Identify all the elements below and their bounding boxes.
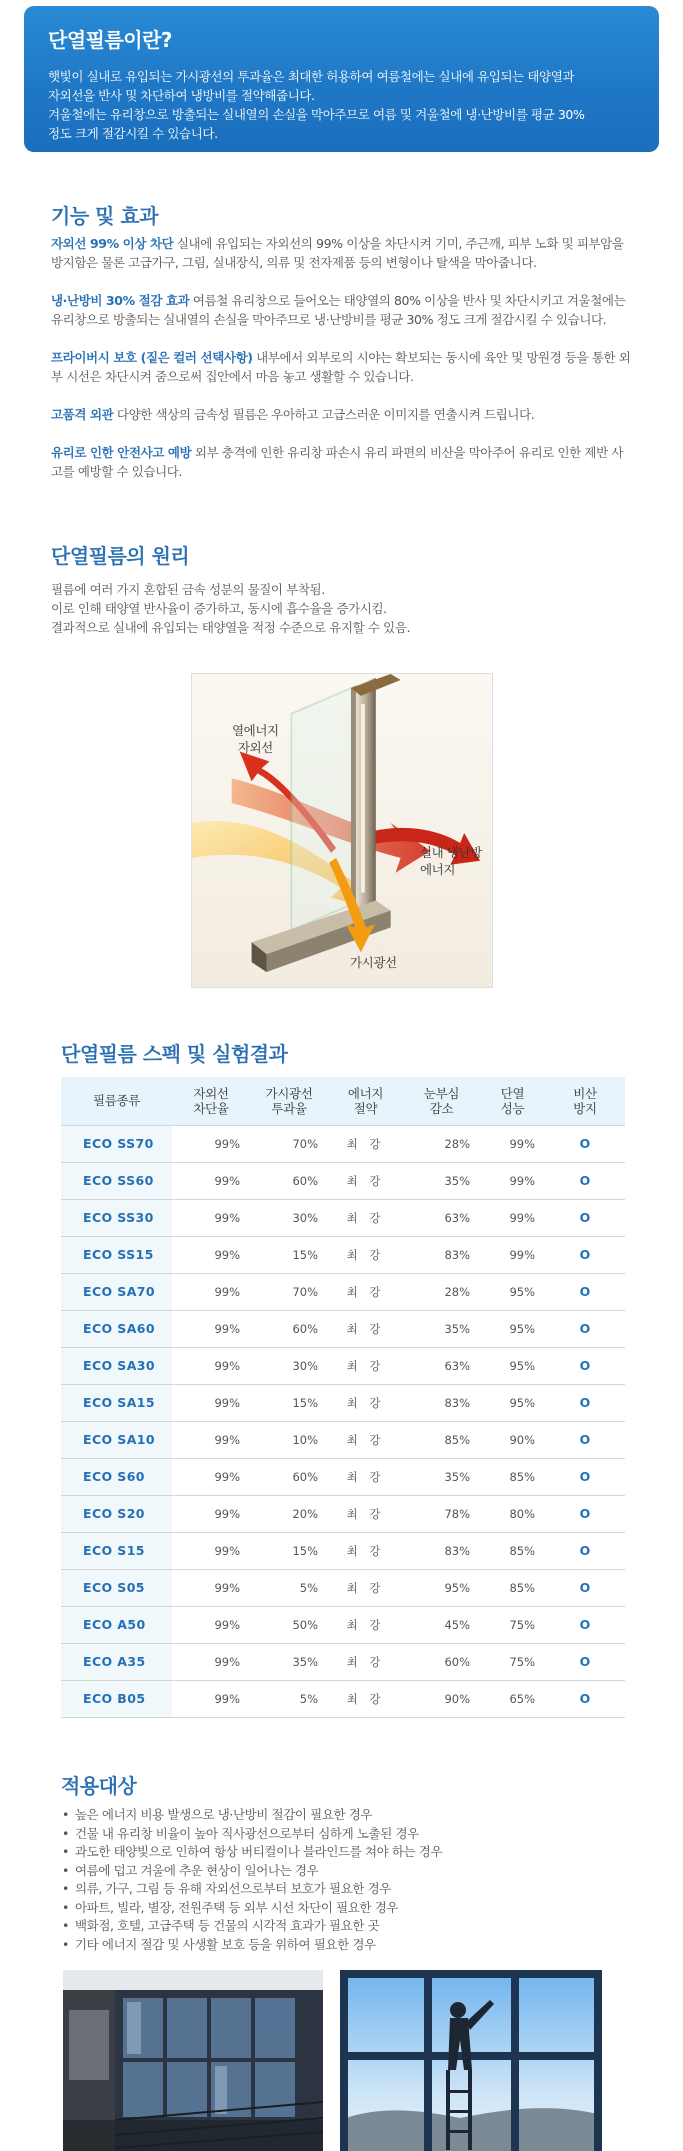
cell-film-name: ECO SS30 bbox=[61, 1199, 172, 1236]
cell-glare-reduction: 63% bbox=[403, 1199, 480, 1236]
cell-visible-transmission: 30% bbox=[250, 1347, 328, 1384]
cell-glare-reduction: 35% bbox=[403, 1310, 480, 1347]
cell-insulation: 95% bbox=[480, 1384, 545, 1421]
cell-insulation: 65% bbox=[480, 1680, 545, 1717]
label-heat-line: 열에너지 bbox=[232, 723, 279, 738]
cell-visible-transmission: 5% bbox=[250, 1680, 328, 1717]
feature-key: 냉·난방비 30% 절감 효과 bbox=[51, 293, 190, 308]
cell-visible-transmission: 50% bbox=[250, 1606, 328, 1643]
list-item: • 높은 에너지 비용 발생으로 냉·난방비 절감이 필요한 경우 bbox=[62, 1806, 442, 1825]
cell-film-name: ECO SS70 bbox=[61, 1125, 172, 1162]
cell-shatter-proof: O bbox=[545, 1125, 625, 1162]
table-row bbox=[61, 1643, 625, 1680]
cell-energy-saving: 최 강 bbox=[328, 1421, 403, 1458]
cell-shatter-proof: O bbox=[545, 1458, 625, 1495]
header-energy-saving: 에너지 절약 bbox=[328, 1077, 403, 1125]
cell-insulation: 75% bbox=[480, 1606, 545, 1643]
cell-insulation: 75% bbox=[480, 1643, 545, 1680]
cell-insulation: 85% bbox=[480, 1532, 545, 1569]
table-row bbox=[61, 1273, 625, 1310]
table-row bbox=[61, 1569, 625, 1606]
cell-visible-transmission: 5% bbox=[250, 1569, 328, 1606]
cell-energy-saving: 최 강 bbox=[328, 1569, 403, 1606]
cell-shatter-proof: O bbox=[545, 1162, 625, 1199]
spec-title: 단열필름 스펙 및 실험결과 bbox=[61, 1042, 288, 1066]
cell-uv-block: 99% bbox=[172, 1347, 250, 1384]
intro-title: 단열필름이란? bbox=[48, 28, 173, 52]
table-row bbox=[61, 1310, 625, 1347]
features-title: 기능 및 효과 bbox=[51, 204, 159, 228]
building-image bbox=[63, 1970, 323, 2151]
cell-uv-block: 99% bbox=[172, 1643, 250, 1680]
feature-item bbox=[51, 234, 631, 272]
cell-glare-reduction: 95% bbox=[403, 1569, 480, 1606]
cell-film-name: ECO A50 bbox=[61, 1606, 172, 1643]
cell-uv-block: 99% bbox=[172, 1273, 250, 1310]
cell-uv-block: 99% bbox=[172, 1495, 250, 1532]
cell-glare-reduction: 60% bbox=[403, 1643, 480, 1680]
cell-uv-block: 99% bbox=[172, 1236, 250, 1273]
building-photo bbox=[63, 1970, 323, 2151]
cell-shatter-proof: O bbox=[545, 1199, 625, 1236]
principle-title: 단열필름의 원리 bbox=[51, 544, 190, 568]
feature-item bbox=[51, 405, 631, 424]
cell-glare-reduction: 45% bbox=[403, 1606, 480, 1643]
cell-uv-block: 99% bbox=[172, 1125, 250, 1162]
cell-energy-saving: 최 강 bbox=[328, 1680, 403, 1717]
cell-film-name: ECO S60 bbox=[61, 1458, 172, 1495]
cell-visible-transmission: 60% bbox=[250, 1310, 328, 1347]
feature-text: 실내에 유입되는 자외선의 99% 이상을 차단시켜 기미, 주근깨, 피부 노화 및 피부암을 방지함은 물론 고급가구, 그림, 실내장식, 의류 및 전자제품 등의 변형이나 탈색을 막아줍니다. bbox=[51, 236, 624, 270]
cell-film-name: ECO A35 bbox=[61, 1643, 172, 1680]
header-glare-reduction: 눈부심 감소 bbox=[403, 1077, 480, 1125]
cell-glare-reduction: 83% bbox=[403, 1236, 480, 1273]
principle-text bbox=[51, 580, 631, 637]
table-row bbox=[61, 1162, 625, 1199]
cell-shatter-proof: O bbox=[545, 1643, 625, 1680]
cell-film-name: ECO S15 bbox=[61, 1532, 172, 1569]
table-row bbox=[61, 1421, 625, 1458]
feature-text: 여름철 유리창으로 들어오는 태양열의 80% 이상을 반사 및 차단시키고 겨울철에는 유리창으로 방출되는 실내열의 손실을 막아주므로 냉·난방비를 평균 30% 정도 크게 절감시킬 수 있습니다. bbox=[51, 293, 626, 327]
window-film-illustration bbox=[192, 674, 492, 987]
cell-film-name: ECO SS60 bbox=[61, 1162, 172, 1199]
label-indoor-line: 실내 냉난방 bbox=[420, 845, 482, 860]
principle-line: 이로 인해 태양열 반사율이 증가하고, 동시에 흡수율을 증가시킴. bbox=[51, 601, 387, 616]
cell-insulation: 80% bbox=[480, 1495, 545, 1532]
window-film-diagram bbox=[191, 673, 493, 988]
cell-visible-transmission: 60% bbox=[250, 1458, 328, 1495]
cell-uv-block: 99% bbox=[172, 1310, 250, 1347]
cell-energy-saving: 최 강 bbox=[328, 1125, 403, 1162]
header-shatter-proof: 비산 방지 bbox=[545, 1077, 625, 1125]
window-worker-image bbox=[340, 1970, 602, 2151]
list-item: • 건물 내 유리창 비율이 높아 직사광선으로부터 심하게 노출된 경우 bbox=[62, 1825, 442, 1844]
cell-glare-reduction: 35% bbox=[403, 1458, 480, 1495]
cell-uv-block: 99% bbox=[172, 1569, 250, 1606]
cell-uv-block: 99% bbox=[172, 1421, 250, 1458]
cell-shatter-proof: O bbox=[545, 1606, 625, 1643]
label-visible-light: 가시광선 bbox=[350, 955, 397, 970]
list-item: • 여름에 덥고 겨울에 추운 현상이 일어나는 경우 bbox=[62, 1862, 442, 1881]
cell-insulation: 99% bbox=[480, 1199, 545, 1236]
table-row bbox=[61, 1458, 625, 1495]
header-visible-transmission: 가시광선 투과율 bbox=[250, 1077, 328, 1125]
cell-visible-transmission: 35% bbox=[250, 1643, 328, 1680]
table-row bbox=[61, 1199, 625, 1236]
cell-energy-saving: 최 강 bbox=[328, 1273, 403, 1310]
cell-film-name: ECO SA60 bbox=[61, 1310, 172, 1347]
cell-energy-saving: 최 강 bbox=[328, 1495, 403, 1532]
feature-item bbox=[51, 291, 631, 329]
list-item: • 아파트, 빌라, 별장, 전원주택 등 외부 시선 차단이 필요한 경우 bbox=[62, 1899, 442, 1918]
cell-visible-transmission: 15% bbox=[250, 1384, 328, 1421]
spec-table bbox=[61, 1077, 625, 1718]
cell-visible-transmission: 10% bbox=[250, 1421, 328, 1458]
cell-shatter-proof: O bbox=[545, 1532, 625, 1569]
table-row bbox=[61, 1347, 625, 1384]
list-item: • 백화점, 호텔, 고급주택 등 건물의 시각적 효과가 필요한 곳 bbox=[62, 1917, 442, 1936]
cell-shatter-proof: O bbox=[545, 1421, 625, 1458]
cell-shatter-proof: O bbox=[545, 1347, 625, 1384]
spec-table-body bbox=[61, 1125, 625, 1717]
list-item: • 기타 에너지 절감 및 사생활 보호 등을 위하여 필요한 경우 bbox=[62, 1936, 442, 1955]
feature-key: 고품격 외관 bbox=[51, 407, 114, 422]
cell-insulation: 99% bbox=[480, 1125, 545, 1162]
cell-film-name: ECO SS15 bbox=[61, 1236, 172, 1273]
cell-energy-saving: 최 강 bbox=[328, 1606, 403, 1643]
cell-visible-transmission: 15% bbox=[250, 1532, 328, 1569]
cell-glare-reduction: 28% bbox=[403, 1125, 480, 1162]
targets-list bbox=[62, 1806, 442, 1954]
label-heat bbox=[232, 722, 279, 756]
label-indoor-line: 에너지 bbox=[420, 862, 456, 877]
cell-energy-saving: 최 강 bbox=[328, 1458, 403, 1495]
cell-film-name: ECO S20 bbox=[61, 1495, 172, 1532]
cell-visible-transmission: 70% bbox=[250, 1125, 328, 1162]
cell-uv-block: 99% bbox=[172, 1680, 250, 1717]
cell-insulation: 95% bbox=[480, 1347, 545, 1384]
cell-energy-saving: 최 강 bbox=[328, 1532, 403, 1569]
cell-film-name: ECO B05 bbox=[61, 1680, 172, 1717]
feature-text: 다양한 색상의 금속성 필름은 우아하고 고급스러운 이미지를 연출시켜 드립니다. bbox=[113, 407, 535, 422]
table-row bbox=[61, 1532, 625, 1569]
cell-energy-saving: 최 강 bbox=[328, 1384, 403, 1421]
table-row bbox=[61, 1384, 625, 1421]
cell-shatter-proof: O bbox=[545, 1495, 625, 1532]
feature-key: 자외선 99% 이상 차단 bbox=[51, 236, 174, 251]
cell-shatter-proof: O bbox=[545, 1273, 625, 1310]
cell-uv-block: 99% bbox=[172, 1199, 250, 1236]
cell-shatter-proof: O bbox=[545, 1569, 625, 1606]
intro-panel bbox=[24, 6, 659, 152]
targets-title: 적용대상 bbox=[61, 1774, 137, 1798]
cell-shatter-proof: O bbox=[545, 1680, 625, 1717]
feature-text: 외부 충격에 인한 유리창 파손시 유리 파편의 비산을 막아주어 유리로 인한 제반 사고를 예방할 수 있습니다. bbox=[51, 445, 624, 479]
label-indoor-energy bbox=[420, 844, 482, 878]
cell-energy-saving: 최 강 bbox=[328, 1162, 403, 1199]
cell-visible-transmission: 20% bbox=[250, 1495, 328, 1532]
feature-item bbox=[51, 348, 631, 386]
cell-glare-reduction: 35% bbox=[403, 1162, 480, 1199]
cell-shatter-proof: O bbox=[545, 1236, 625, 1273]
cell-insulation: 99% bbox=[480, 1162, 545, 1199]
table-header-row bbox=[61, 1077, 625, 1125]
cell-visible-transmission: 70% bbox=[250, 1273, 328, 1310]
cell-insulation: 95% bbox=[480, 1273, 545, 1310]
cell-uv-block: 99% bbox=[172, 1606, 250, 1643]
cell-film-name: ECO SA30 bbox=[61, 1347, 172, 1384]
cell-energy-saving: 최 강 bbox=[328, 1643, 403, 1680]
features-list bbox=[51, 234, 631, 500]
label-heat-line: 자외선 bbox=[237, 740, 273, 755]
cell-shatter-proof: O bbox=[545, 1310, 625, 1347]
cell-energy-saving: 최 강 bbox=[328, 1199, 403, 1236]
intro-line: 햇빛이 실내로 유입되는 가시광선의 투과율은 최대한 허용하여 여름철에는 실내에 유입되는 태양열과 bbox=[48, 69, 575, 84]
header-uv-block: 자외선 차단율 bbox=[172, 1077, 250, 1125]
cell-visible-transmission: 30% bbox=[250, 1199, 328, 1236]
list-item: • 의류, 가구, 그림 등 유해 자외선으로부터 보호가 필요한 경우 bbox=[62, 1880, 442, 1899]
table-row bbox=[61, 1495, 625, 1532]
cell-glare-reduction: 90% bbox=[403, 1680, 480, 1717]
cell-glare-reduction: 63% bbox=[403, 1347, 480, 1384]
cell-uv-block: 99% bbox=[172, 1384, 250, 1421]
cell-uv-block: 99% bbox=[172, 1532, 250, 1569]
cell-uv-block: 99% bbox=[172, 1458, 250, 1495]
cell-visible-transmission: 15% bbox=[250, 1236, 328, 1273]
header-insulation: 단열 성능 bbox=[480, 1077, 545, 1125]
window-worker-photo bbox=[340, 1970, 602, 2151]
table-row bbox=[61, 1606, 625, 1643]
intro-line: 겨울철에는 유리창으로 방출되는 실내열의 손실을 막아주므로 여름 및 겨울철에 냉·난방비를 평균 30% bbox=[48, 107, 585, 122]
principle-line: 필름에 여러 가지 혼합된 금속 성분의 물질이 부착됨. bbox=[51, 582, 325, 597]
cell-insulation: 99% bbox=[480, 1236, 545, 1273]
cell-energy-saving: 최 강 bbox=[328, 1236, 403, 1273]
cell-visible-transmission: 60% bbox=[250, 1162, 328, 1199]
cell-insulation: 90% bbox=[480, 1421, 545, 1458]
cell-glare-reduction: 83% bbox=[403, 1384, 480, 1421]
intro-line: 정도 크게 절감시킬 수 있습니다. bbox=[48, 126, 218, 141]
cell-insulation: 85% bbox=[480, 1569, 545, 1606]
cell-insulation: 85% bbox=[480, 1458, 545, 1495]
cell-glare-reduction: 28% bbox=[403, 1273, 480, 1310]
cell-energy-saving: 최 강 bbox=[328, 1347, 403, 1384]
cell-uv-block: 99% bbox=[172, 1162, 250, 1199]
cell-energy-saving: 최 강 bbox=[328, 1310, 403, 1347]
feature-item bbox=[51, 443, 631, 481]
cell-insulation: 95% bbox=[480, 1310, 545, 1347]
cell-film-name: ECO SA10 bbox=[61, 1421, 172, 1458]
feature-key: 프라이버시 보호 (짙은 컬러 선택사항) bbox=[51, 350, 253, 365]
table-row bbox=[61, 1236, 625, 1273]
header-film-type: 필름종류 bbox=[61, 1077, 172, 1125]
cell-film-name: ECO SA15 bbox=[61, 1384, 172, 1421]
cell-glare-reduction: 83% bbox=[403, 1532, 480, 1569]
cell-film-name: ECO S05 bbox=[61, 1569, 172, 1606]
table-row bbox=[61, 1680, 625, 1717]
feature-text: 내부에서 외부로의 시야는 확보되는 동시에 육안 및 망원경 등을 통한 외부 시선은 차단시켜 줌으로써 집안에서 마음 놓고 생활할 수 있습니다. bbox=[51, 350, 631, 384]
table-row bbox=[61, 1125, 625, 1162]
list-item: • 과도한 태양빛으로 인하여 항상 버티컬이나 블라인드를 쳐야 하는 경우 bbox=[62, 1843, 442, 1862]
cell-shatter-proof: O bbox=[545, 1384, 625, 1421]
intro-text bbox=[48, 67, 635, 143]
cell-glare-reduction: 85% bbox=[403, 1421, 480, 1458]
feature-key: 유리로 인한 안전사고 예방 bbox=[51, 445, 192, 460]
intro-line: 자외선을 반사 및 차단하여 냉방비를 절약해줍니다. bbox=[48, 88, 315, 103]
cell-glare-reduction: 78% bbox=[403, 1495, 480, 1532]
principle-line: 결과적으로 실내에 유입되는 태양열을 적정 수준으로 유지할 수 있음. bbox=[51, 620, 411, 635]
cell-film-name: ECO SA70 bbox=[61, 1273, 172, 1310]
